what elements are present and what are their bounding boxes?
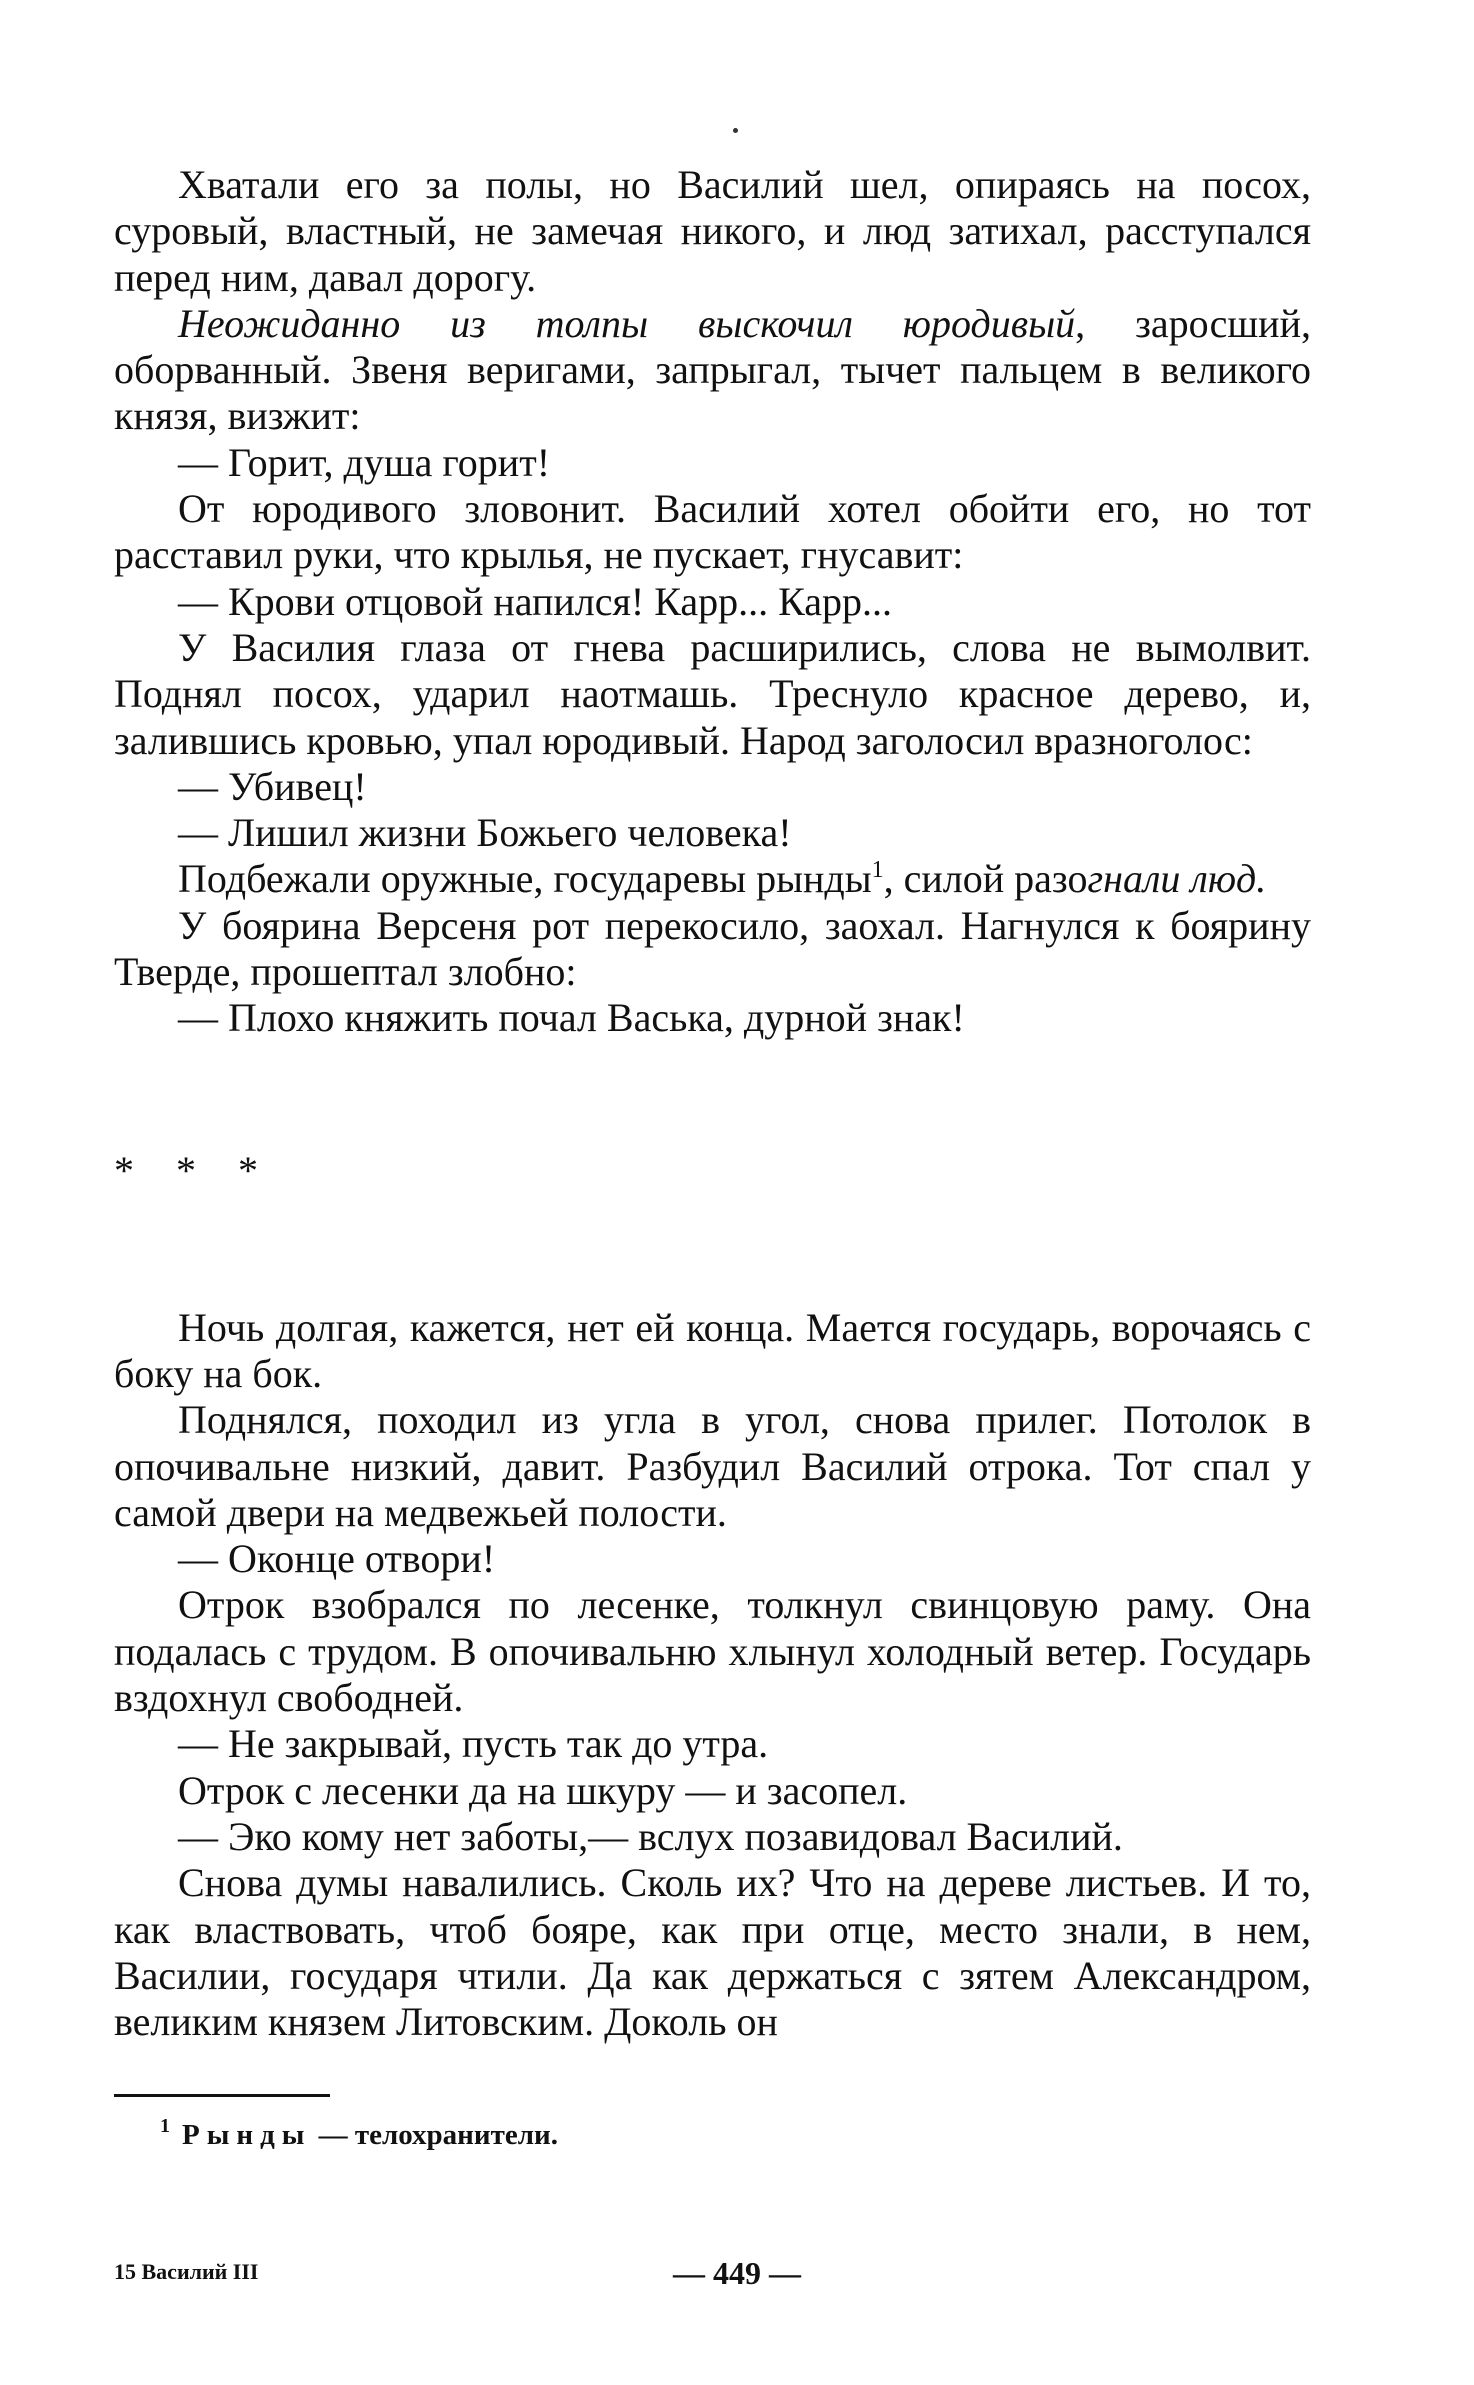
paragraph: — Оконце отвори! xyxy=(178,1536,496,1582)
paragraph: — Не закрывай, пусть так до утра. xyxy=(178,1721,769,1767)
page-number: — 449 — xyxy=(673,2255,801,2291)
printer-signature: 15 Василий III xyxy=(114,2259,259,2284)
footnote-ref: 1 xyxy=(871,857,884,884)
paragraph: Отрок взобрался по лесенке, толкнул свинцовую раму. Она подалась с трудом. В опочивальню хлынул холодный ветер. Государь вздохнул свободней. xyxy=(114,1582,1311,1721)
paragraph: Отрок с лесенки да на шкуру — и засопел. xyxy=(178,1767,908,1813)
paragraph-rest: , заросший, оборванный. Звеня веригами, запрыгал, тычет пальцем в великого князя, визжит: xyxy=(114,300,1311,439)
paragraph-mid: , силой разо xyxy=(883,856,1088,902)
paragraph: У боярина Версеня рот перекосило, заохал. Нагнулся к боярину Тверде, прошептал злобно: xyxy=(114,902,1311,995)
footnote-text: — телохранители. xyxy=(311,2119,558,2151)
italic-phrase: Неожиданно из толпы выскочил юродивый xyxy=(178,300,1076,346)
section-separator: * * * xyxy=(114,1147,274,1193)
paragraph: У Василия глаза от гнева расширились, слова не вымолвит. Поднял посох, ударил наотмашь. Треснуло красное дерево, и, залившись кровью, упал юродивый. Народ заголосил вразноголос: xyxy=(114,624,1311,763)
main-text xyxy=(114,162,1311,2045)
paragraph: Хватали его за полы, но Василий шел, опираясь на посох, суровый, властный, не замечая никого, и люд затихал, расступался перед ним, давал дорогу. xyxy=(114,162,1311,300)
footnote-divider xyxy=(114,2094,330,2097)
paragraph: Ночь долгая, кажется, нет ей конца. Мается государь, ворочаясь с боку на бок. xyxy=(114,1304,1311,1396)
paragraph: — Горит, душа горит! xyxy=(178,439,551,485)
paragraph: — Эко кому нет заботы,— вслух позавидовал Василий. xyxy=(178,1813,1123,1859)
footnote xyxy=(160,2115,558,2158)
footnote-term: Рынды xyxy=(182,2119,312,2151)
paragraph xyxy=(114,856,1311,902)
paragraph xyxy=(114,301,1311,440)
paragraph: — Крови отцовой напился! Карр... Карр... xyxy=(178,578,893,624)
paragraph: Поднялся, походил из угла в угол, снова прилег. Потолок в опочивальне низкий, давит. Разбудил Василий отрока. Тот спал у самой двери на медвежьей полости. xyxy=(114,1397,1311,1535)
italic-phrase: гнали люд. xyxy=(1087,856,1267,902)
paragraph: — Лишил жизни Божьего человека! xyxy=(178,810,792,856)
paragraph: — Плохо княжить почал Васька, дурной знак! xyxy=(178,995,965,1041)
paragraph-start: Подбежали оружные, государевы рынды xyxy=(178,856,872,902)
paragraph: — Убивец! xyxy=(178,763,367,809)
print-speck xyxy=(733,128,738,133)
paragraph: Снова думы навалились. Сколь их? Что на дереве листьев. И то, как властвовать, чтоб бояре, как при отце, место знали, в нем, Василии, государя чтили. Да как держаться с зятем Александром, великим князем Литовским. Доколь он xyxy=(114,1860,1311,2045)
footnote-marker: 1 xyxy=(160,2115,170,2137)
paragraph: От юродивого зловонит. Василий хотел обойти его, но тот расставил руки, что крылья, не пускает, гнусавит: xyxy=(114,486,1311,578)
